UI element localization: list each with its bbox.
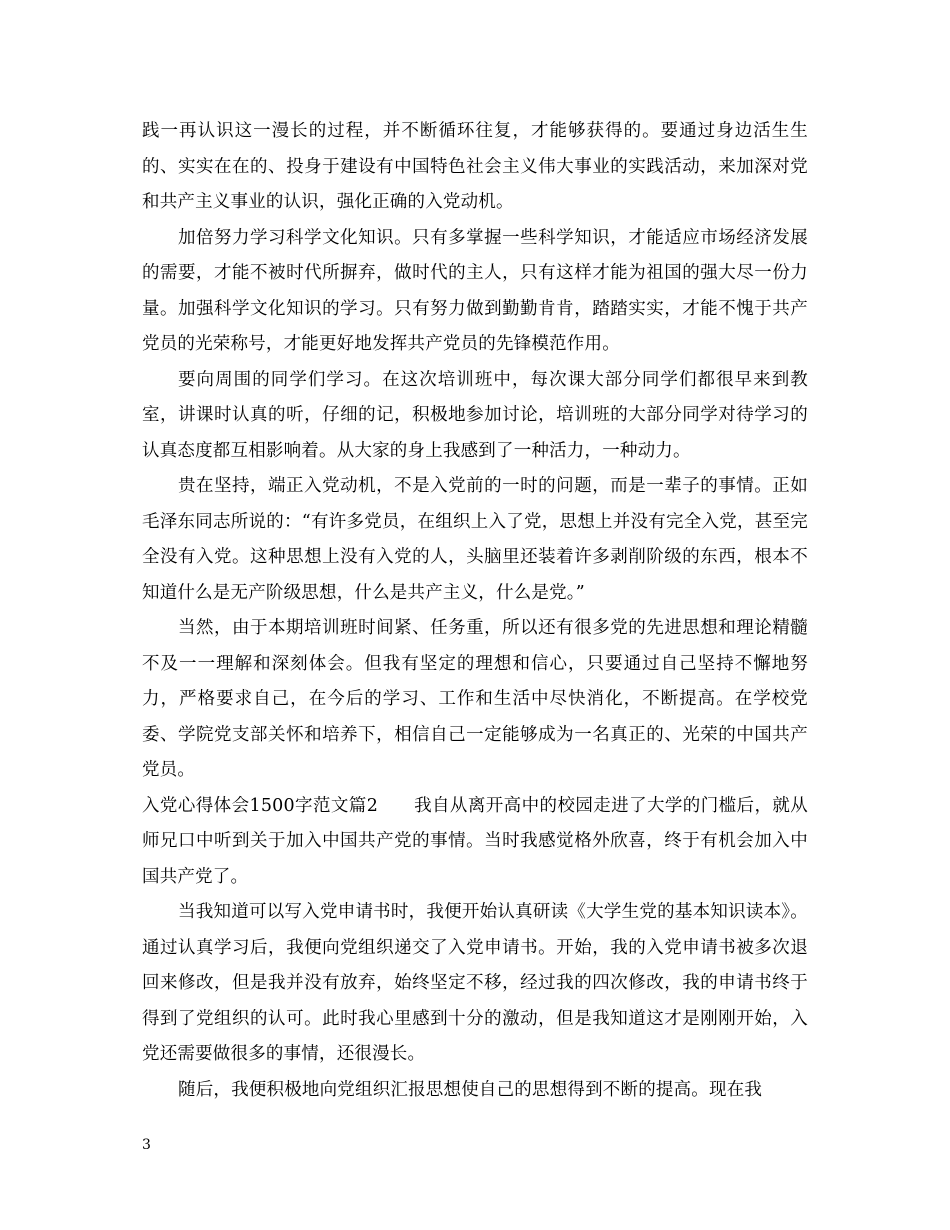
paragraph: 贵在坚持，端正入党动机，不是入党前的一时的问题，而是一辈子的事情。正如毛泽东同志所说的：“有许多党员，在组织上入了党，思想上并没有完全入党，甚至完全没有入党。这种思想上没有入党的人，头脑里还装着许多剥削阶级的东西，根本不知道什么是无产阶级思想，什么是共产主义，什么是党。” xyxy=(142,476,808,603)
paragraph: 加倍努力学习科学文化知识。只有多掌握一些科学知识，才能适应市场经济发展的需要，才能不被时代所摒弃，做时代的主人，只有这样才能为祖国的强大尽一份力量。加强科学文化知识的学习。只有努力做到勤勤肯肯，踏踏实实，才能不愧于共产党员的光荣称号，才能更好地发挥共产党员的先锋模范作用。 xyxy=(142,227,808,354)
paragraph: 当然，由于本期培训班时间紧、任务重，所以还有很多党的先进思想和理论精髓不及一一理解和深刻体会。但我有坚定的理想和信心，只要通过自己坚持不懈地努力，严格要求自己，在今后的学习、工作和生活中尽快消化，不断提高。在学校党委、学院党支部关怀和培养下，相信自己一定能够成为一名真正的、光荣的中国共产党员。 xyxy=(142,618,808,780)
paragraph: 践一再认识这一漫长的过程，并不断循环往复，才能够获得的。要通过身边活生生的、实实在在的、投身于建设有中国特色社会主义伟大事业的实践活动，来加深对党和共产主义事业的认识，强化正确的入党动机。 xyxy=(142,121,808,212)
paragraph: 随后，我便积极地向党组织汇报思想使自己的思想得到不断的提高。现在我 xyxy=(178,1079,763,1100)
page-number: 3 xyxy=(142,1137,151,1153)
document-body xyxy=(142,114,808,1108)
paragraph-section-heading: 入党心得体会1500字范文篇2 我自从离开高中的校园走进了大学的门槛后，就从师兄口中听到关于加入中国共产党的事情。当时我感觉格外欣喜，终于有机会加入中国共产党了。 xyxy=(142,795,808,887)
paragraph: 当我知道可以写入党申请书时，我便开始认真研读《大学生党的基本知识读本》。通过认真学习后，我便向党组织递交了入党申请书。开始，我的入党申请书被多次退回来修改，但是我并没有放弃，始终坚定不移，经过我的四次修改，我的申请书终于得到了党组织的认可。此时我心里感到十分的激动，但是我知道这才是刚刚开始，入党还需要做很多的事情，还很漫长。 xyxy=(142,902,808,1064)
paragraph: 要向周围的同学们学习。在这次培训班中，每次课大部分同学们都很早来到教室，讲课时认真的听，仔细的记，积极地参加讨论，培训班的大部分同学对待学习的认真态度都互相影响着。从大家的身上我感到了一种活力，一种动力。 xyxy=(142,369,808,461)
